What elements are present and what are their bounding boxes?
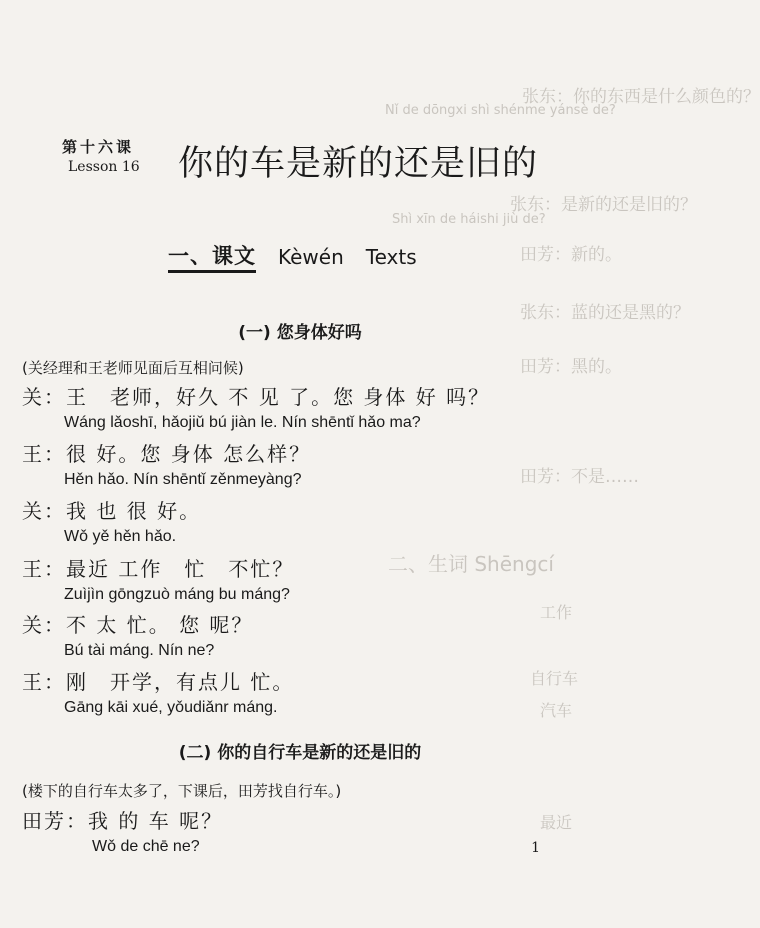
part1-heading: (一) 您身体好吗: [238, 323, 362, 343]
dialogue-line: [22, 805, 223, 856]
bleed-through-line: 田芳：不是……: [520, 467, 639, 487]
dialogue-pinyin: Wǒ yě hěn hǎo.: [64, 528, 177, 545]
bleed-through-line: 田芳：新的。: [520, 245, 622, 265]
bleed-through-line: 田芳：黑的。: [520, 357, 622, 377]
lesson-header: [62, 136, 140, 175]
bleed-through-line: 二、生词 Shēngcí: [388, 552, 554, 576]
dialogue-chinese: 王：刚 开学，有点儿 忙。: [22, 670, 295, 694]
lesson-title: 你的车是新的还是旧的: [178, 144, 539, 184]
dialogue-line: [22, 553, 294, 604]
dialogue-line: [22, 666, 294, 717]
part2-context: (楼下的自行车太多了，下课后，田芳找自行车。): [22, 782, 342, 800]
dialogue-line: [22, 438, 311, 489]
dialogue-pinyin: Wáng lǎoshī, hǎojiǔ bú jiàn le. Nín shēntǐ hǎo ma?: [64, 414, 421, 431]
bleed-through-line: 张东：你的东西是什么颜色的？: [522, 87, 760, 107]
lesson-number-cn: 第十六课: [62, 138, 135, 156]
dialogue-chinese: 田芳：我 的 车 呢？: [22, 809, 224, 833]
bleed-through-line: Nǐ de dōngxi shì shénme yánsè de?: [385, 103, 616, 118]
dialogue-chinese: 王：很 好。您 身体 怎么样？: [22, 442, 312, 466]
dialogue-chinese: 关：我 也 很 好。: [22, 499, 202, 523]
section-pinyin: Kèwén: [278, 244, 344, 269]
section-heading: [168, 240, 417, 273]
dialogue-pinyin: Bú tài máng. Nín ne?: [64, 642, 215, 659]
dialogue-chinese: 王：最近 工作 忙 不忙？: [22, 557, 295, 581]
dialogue-line: [22, 381, 490, 432]
bleed-through-line: 张东：是新的还是旧的？: [510, 195, 697, 215]
part2-heading: (二) 你的自行车是新的还是旧的: [178, 743, 422, 763]
part1-context: (关经理和王老师见面后互相问候): [22, 359, 244, 377]
dialogue-chinese: 关：王 老师，好久 不 见 了。您 身体 好 吗？: [22, 385, 491, 409]
page-number: 1: [531, 840, 540, 856]
bleed-through-line: 汽车: [540, 701, 573, 720]
bleed-through-line: 工作: [540, 603, 573, 622]
section-label: 一、课文: [168, 240, 256, 273]
section-english: Texts: [365, 244, 417, 269]
dialogue-pinyin: Gāng kāi xué, yǒudiǎnr máng.: [64, 699, 278, 716]
bleed-through-line: 最近: [540, 813, 573, 832]
lesson-number-en: Lesson 16: [68, 159, 140, 175]
bleed-through-line: 张东：蓝的还是黑的？: [520, 303, 690, 323]
dialogue-pinyin: Wǒ de chē ne?: [92, 838, 200, 855]
bleed-through-line: Shì xīn de háishi jiù de?: [392, 212, 546, 227]
dialogue-line: [22, 495, 201, 546]
dialogue-line: [22, 609, 253, 660]
dialogue-pinyin: Zuìjìn gōngzuò máng bu máng?: [64, 586, 290, 603]
bleed-through-line: 自行车: [530, 669, 579, 688]
dialogue-chinese: 关：不 太 忙。 您 呢？: [22, 613, 254, 637]
dialogue-pinyin: Hěn hǎo. Nín shēntǐ zěnmeyàng?: [64, 471, 302, 488]
